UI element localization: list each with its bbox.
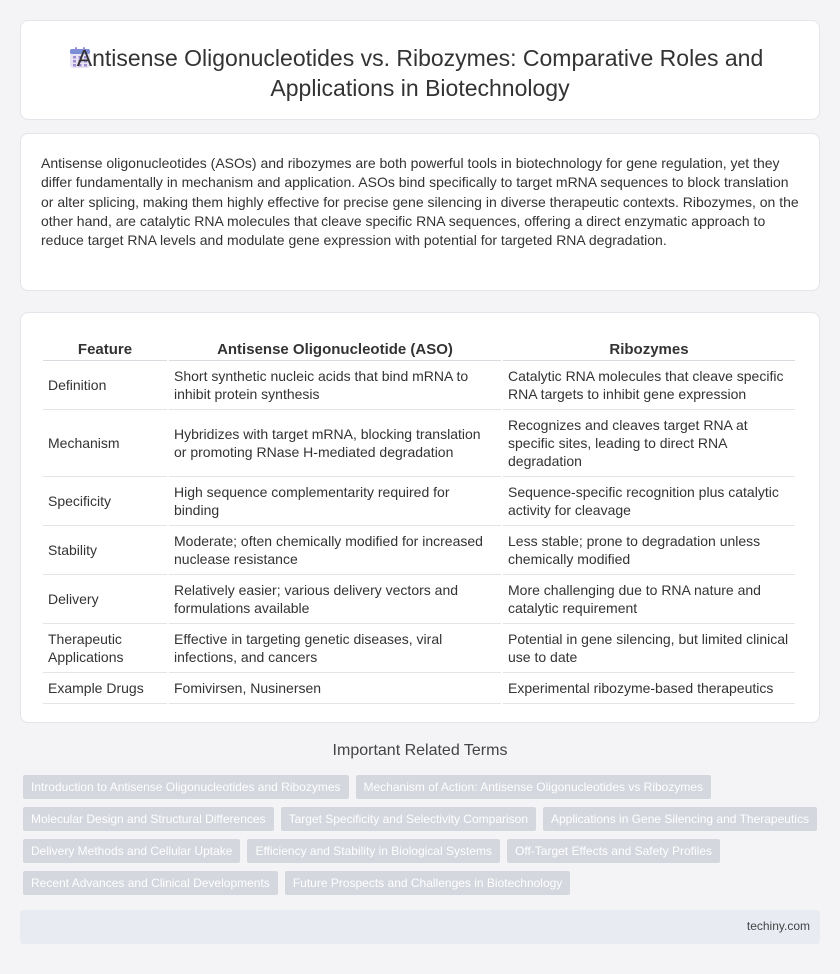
feature-cell: Therapeutic Applications bbox=[43, 624, 167, 673]
intro-paragraph: Antisense oligonucleotides (ASOs) and ribozymes are both powerful tools in biotechnology for gene regulation, yet they differ fundamentally in mechanism and application. ASOs bind specifically to target mRNA sequences to block translation or alter splicing, making them highly effective for precise gene silencing in diverse therapeutic contexts. Ribozymes, on the other hand, are catalytic RNA molecules that cleave specific RNA sequences, offering a direct enzymatic approach to reduce target RNA levels and modulate gene expression with potential for targeted RNA degradation. bbox=[41, 155, 799, 249]
ribozyme-cell: Recognizes and cleaves target RNA at specific sites, leading to direct RNA degradation bbox=[503, 410, 795, 477]
term-row bbox=[23, 839, 823, 863]
term-tag[interactable]: Off-Target Effects and Safety Profiles bbox=[507, 839, 720, 863]
term-tag[interactable]: Target Specificity and Selectivity Comparison bbox=[281, 807, 536, 831]
feature-cell: Example Drugs bbox=[43, 673, 167, 704]
table-row bbox=[43, 526, 795, 575]
term-tag[interactable]: Future Prospects and Challenges in Biotechnology bbox=[285, 871, 571, 895]
site-name[interactable]: techiny.com bbox=[746, 919, 810, 933]
ribozyme-cell: Less stable; prone to degradation unless chemically modified bbox=[503, 526, 795, 575]
table-row bbox=[43, 575, 795, 624]
comparison-table-card bbox=[20, 312, 820, 723]
table-row bbox=[43, 361, 795, 410]
term-tag[interactable]: Molecular Design and Structural Differences bbox=[23, 807, 274, 831]
term-row bbox=[23, 775, 823, 799]
term-row bbox=[23, 807, 823, 831]
ribozyme-cell: Potential in gene silencing, but limited clinical use to date bbox=[503, 624, 795, 673]
feature-cell: Mechanism bbox=[43, 410, 167, 477]
intro-card bbox=[20, 133, 820, 291]
related-terms-heading: Important Related Terms bbox=[332, 742, 508, 759]
aso-cell: Hybridizes with target mRNA, blocking translation or promoting RNase H-mediated degradation bbox=[169, 410, 501, 477]
table-header-row bbox=[43, 331, 795, 361]
header-ribozymes: Ribozymes bbox=[503, 331, 795, 361]
aso-cell: Fomivirsen, Nusinersen bbox=[169, 673, 501, 704]
related-terms bbox=[23, 775, 823, 903]
header-aso: Antisense Oligonucleotide (ASO) bbox=[169, 331, 501, 361]
term-tag[interactable]: Delivery Methods and Cellular Uptake bbox=[23, 839, 240, 863]
aso-cell: High sequence complementarity required for binding bbox=[169, 477, 501, 526]
table-row bbox=[43, 410, 795, 477]
footer bbox=[20, 910, 820, 944]
page-title: Antisense Oligonucleotides vs. Ribozymes: Comparative Roles and Applications in Biotechnology bbox=[76, 45, 764, 101]
term-tag[interactable]: Introduction to Antisense Oligonucleotides and Ribozymes bbox=[23, 775, 349, 799]
comparison-table bbox=[41, 331, 797, 704]
aso-cell: Effective in targeting genetic diseases, viral infections, and cancers bbox=[169, 624, 501, 673]
ribozyme-cell: Catalytic RNA molecules that cleave specific RNA targets to inhibit gene expression bbox=[503, 361, 795, 410]
table-row bbox=[43, 624, 795, 673]
table-row bbox=[43, 673, 795, 704]
ribozyme-cell: Sequence-specific recognition plus catalytic activity for cleavage bbox=[503, 477, 795, 526]
ribozyme-cell: More challenging due to RNA nature and catalytic requirement bbox=[503, 575, 795, 624]
feature-cell: Specificity bbox=[43, 477, 167, 526]
term-tag[interactable]: Applications in Gene Silencing and Therapeutics bbox=[543, 807, 817, 831]
aso-cell: Moderate; often chemically modified for increased nuclease resistance bbox=[169, 526, 501, 575]
ribozyme-cell: Experimental ribozyme-based therapeutics bbox=[503, 673, 795, 704]
feature-cell: Stability bbox=[43, 526, 167, 575]
header-card bbox=[20, 20, 820, 120]
aso-cell: Short synthetic nucleic acids that bind mRNA to inhibit protein synthesis bbox=[169, 361, 501, 410]
table-row bbox=[43, 477, 795, 526]
feature-cell: Definition bbox=[43, 361, 167, 410]
term-tag[interactable]: Efficiency and Stability in Biological Systems bbox=[247, 839, 500, 863]
feature-cell: Delivery bbox=[43, 575, 167, 624]
term-row bbox=[23, 871, 823, 895]
term-tag[interactable]: Recent Advances and Clinical Developments bbox=[23, 871, 278, 895]
header-feature: Feature bbox=[43, 331, 167, 361]
term-tag[interactable]: Mechanism of Action: Antisense Oligonucleotides vs Ribozymes bbox=[356, 775, 712, 799]
aso-cell: Relatively easier; various delivery vectors and formulations available bbox=[169, 575, 501, 624]
